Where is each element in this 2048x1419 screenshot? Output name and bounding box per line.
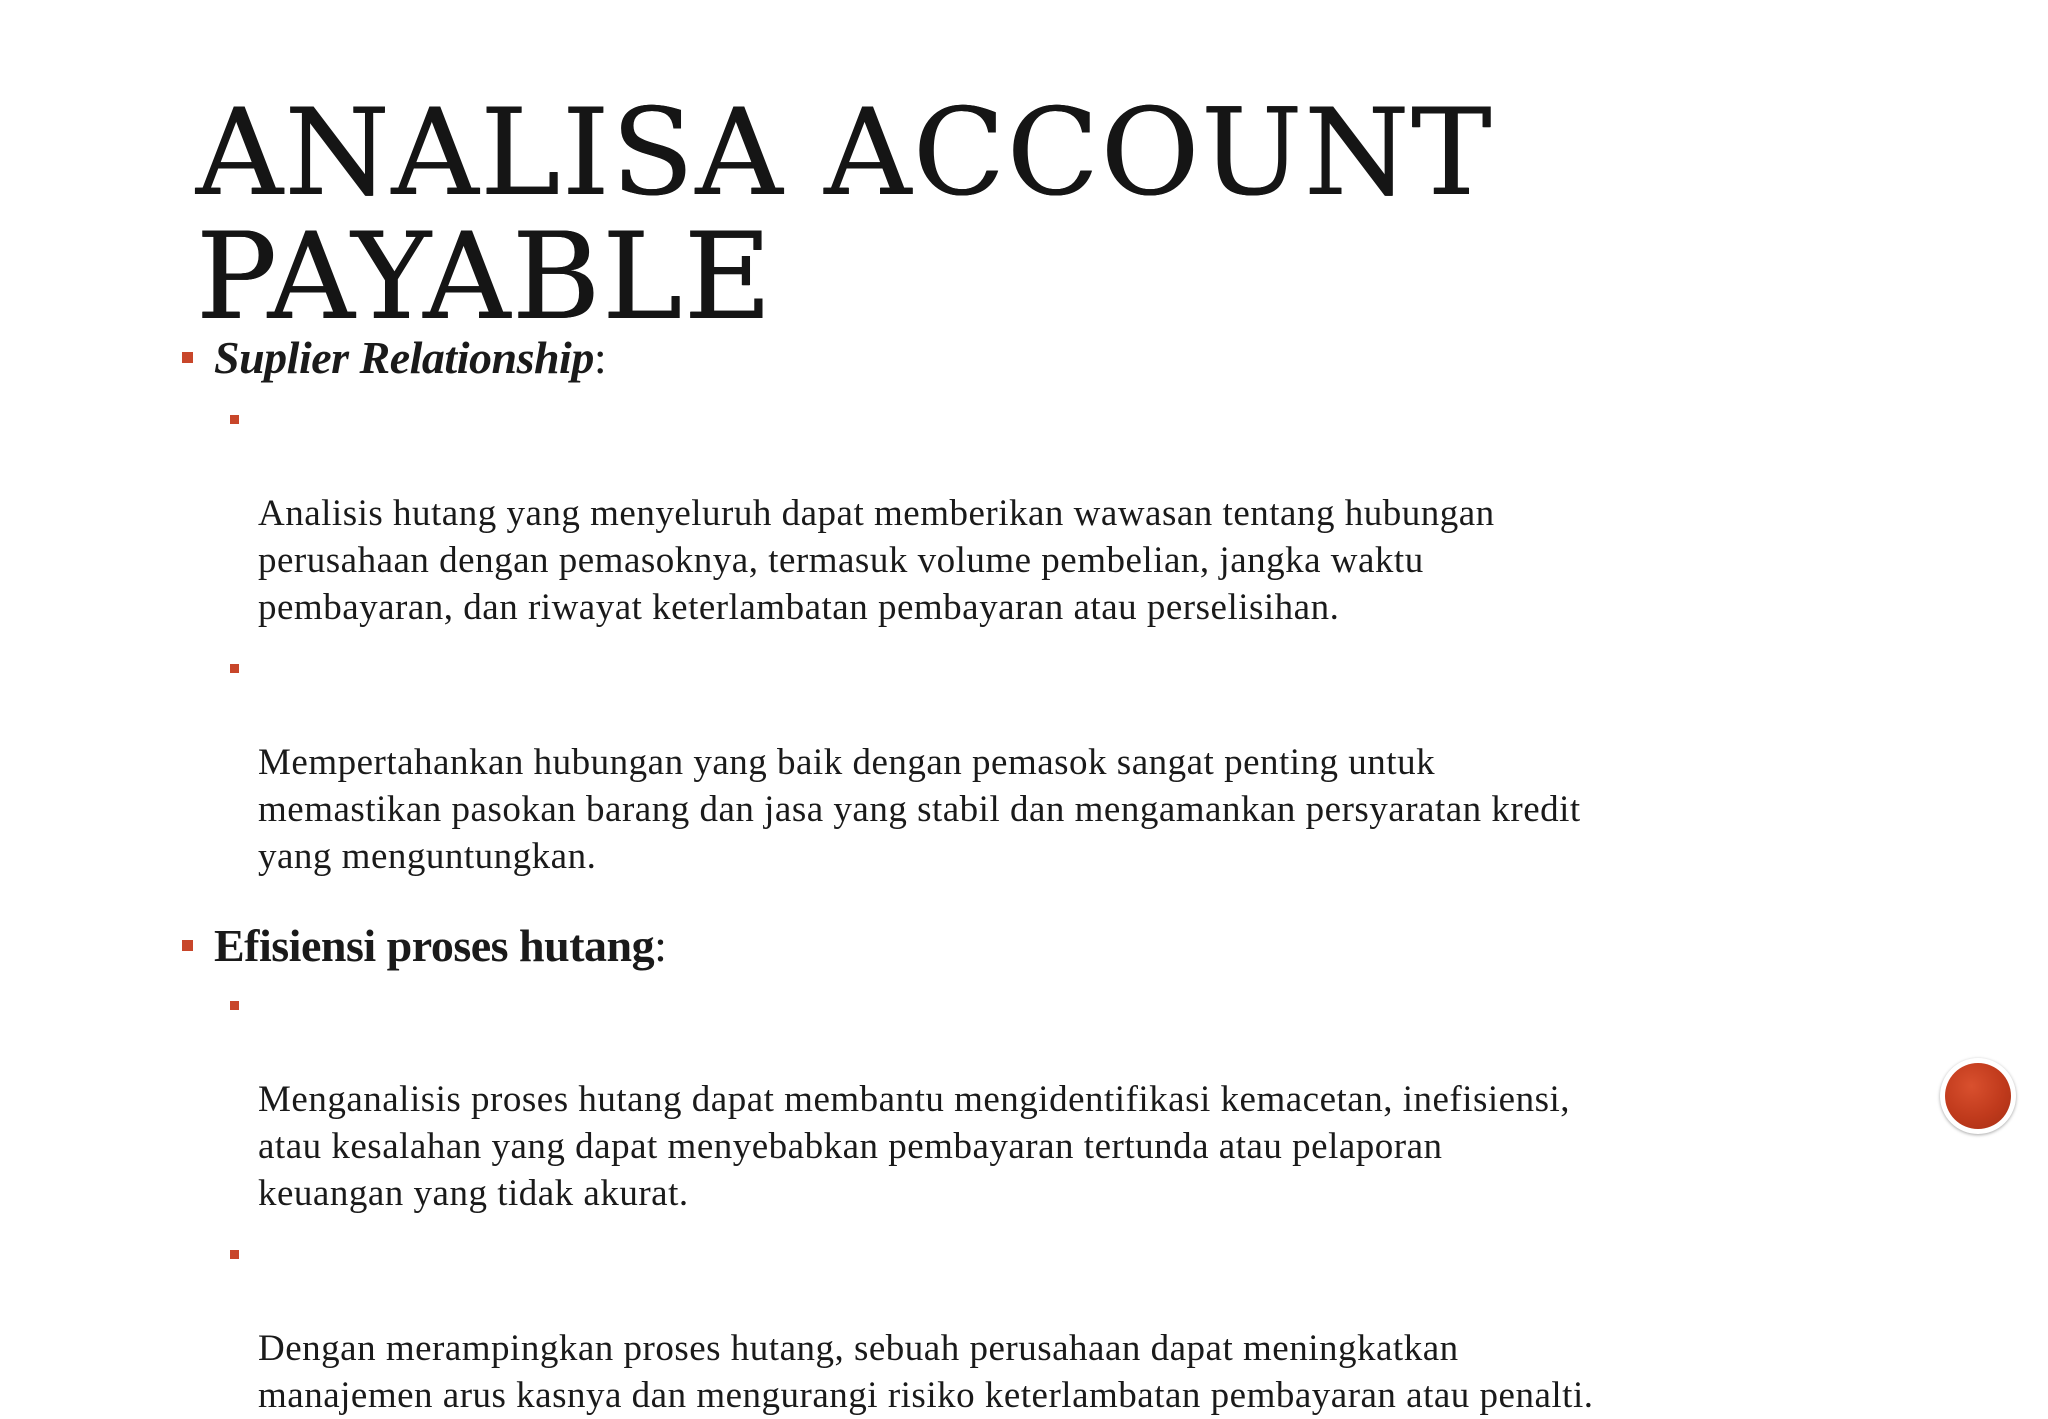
bullet-point-text: Dengan merampingkan proses hutang, sebuah perusahaan dapat meningkatkan manajemen arus kasnya dan mengurangi risiko keterlambatan pembayaran atau penalti.	[258, 1328, 1594, 1416]
bullet-point	[228, 645, 1900, 880]
next-slide-button[interactable]	[1940, 1058, 2016, 1134]
section-heading-supplier-relationship	[180, 330, 1900, 386]
bullet-point-text: Menganalisis proses hutang dapat membantu mengidentifikasi kemacetan, inefisiensi, atau kesalahan yang dapat menyebabkan pembayaran tertunda atau pelaporan keuangan yang tidak akurat.	[258, 1079, 1571, 1214]
bullet-point-text: Analisis hutang yang menyeluruh dapat memberikan wawasan tentang hubungan perusahaan dengan pemasoknya, termasuk volume pembelian, jangka waktu pembayaran, dan riwayat keterlambatan pembayaran atau perselisihan.	[258, 493, 1495, 628]
section-heading-colon: :	[593, 332, 607, 383]
section-heading-text: Efisiensi proses hutang	[214, 920, 655, 971]
section-heading-colon: :	[654, 920, 667, 971]
slide-content	[180, 330, 1900, 1419]
square-bullet-icon	[182, 940, 193, 951]
square-bullet-icon	[182, 352, 193, 363]
bullet-point	[228, 1231, 1900, 1419]
square-bullet-icon	[230, 1250, 239, 1259]
slide-title-line-2: PAYABLE	[196, 208, 774, 347]
red-circle-icon	[1945, 1063, 2011, 1129]
square-bullet-icon	[230, 1001, 239, 1010]
slide-title-line-1: ANALISA ACCOUNT	[196, 84, 1494, 223]
bullet-point-text: Mempertahankan hubungan yang baik dengan pemasok sangat penting untuk memastikan pasokan barang dan jasa yang stabil dan mengamankan persyaratan kredit yang menguntungkan.	[258, 742, 1581, 877]
bullet-point	[228, 982, 1900, 1217]
bullet-point	[228, 396, 1900, 631]
square-bullet-icon	[230, 415, 239, 424]
section-heading-efisiensi-proses-hutang	[180, 918, 1900, 974]
slide-title	[196, 84, 1696, 347]
section-heading-text: Suplier Relationship	[214, 332, 594, 383]
square-bullet-icon	[230, 664, 239, 673]
